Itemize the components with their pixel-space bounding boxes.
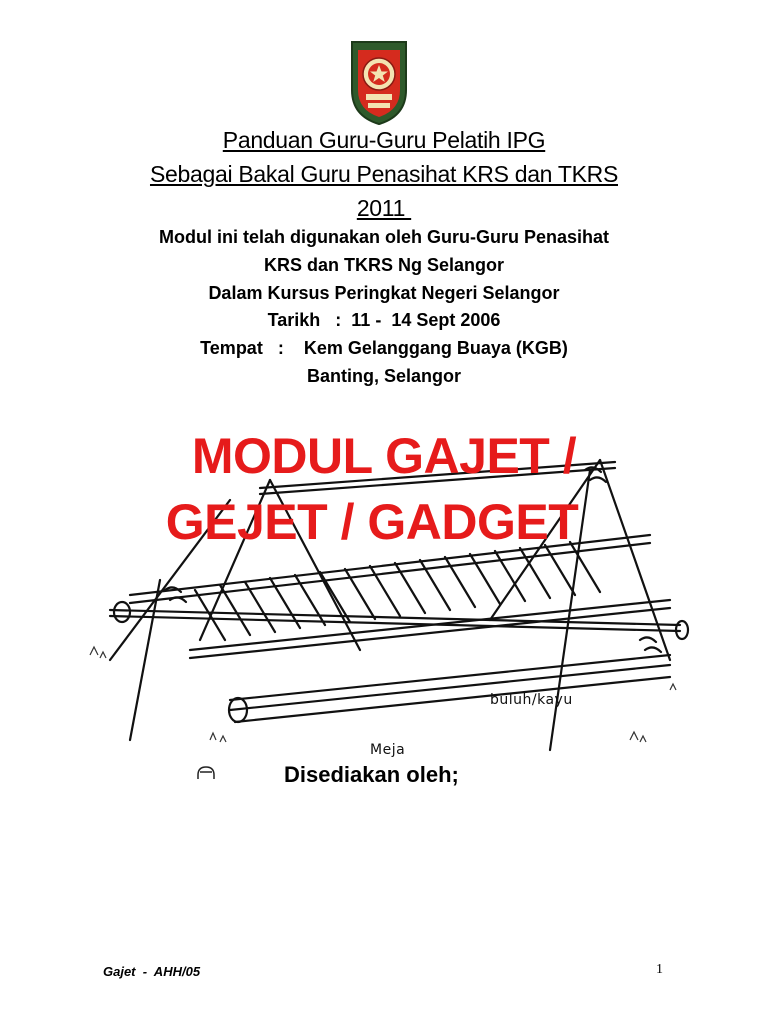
illustration-name-label: Meja xyxy=(370,742,406,758)
info-line-date: Tarikh : 11 - 14 Sept 2006 xyxy=(267,310,501,330)
module-title-line-1: MODUL GAJET / xyxy=(191,428,577,484)
bamboo-table-illustration xyxy=(70,440,710,790)
prepared-by-label: Disediakan oleh; xyxy=(284,762,459,787)
krs-emblem-logo xyxy=(346,40,412,126)
title-line-1: Panduan Guru-Guru Pelatih IPG xyxy=(222,127,546,153)
material-label: buluh/kayu xyxy=(490,692,573,708)
info-line-1: Modul ini telah digunakan oleh Guru-Guru Penasihat xyxy=(158,227,610,247)
info-line-2: KRS dan TKRS Ng Selangor xyxy=(263,255,505,275)
title-line-2: Sebagai Bakal Guru Penasihat KRS dan TKRS xyxy=(149,161,618,187)
footer-document-code: Gajet - AHH/05 xyxy=(103,964,201,979)
module-title-line-2: GEJET / GADGET xyxy=(165,494,579,550)
info-line-venue: Tempat : Kem Gelanggang Buaya (KGB) xyxy=(200,338,568,358)
info-line-3: Dalam Kursus Peringkat Negeri Selangor xyxy=(208,283,560,303)
info-line-location: Banting, Selangor xyxy=(306,366,461,386)
title-line-year: 2011 xyxy=(356,195,412,221)
page-number: 1 xyxy=(656,962,663,977)
